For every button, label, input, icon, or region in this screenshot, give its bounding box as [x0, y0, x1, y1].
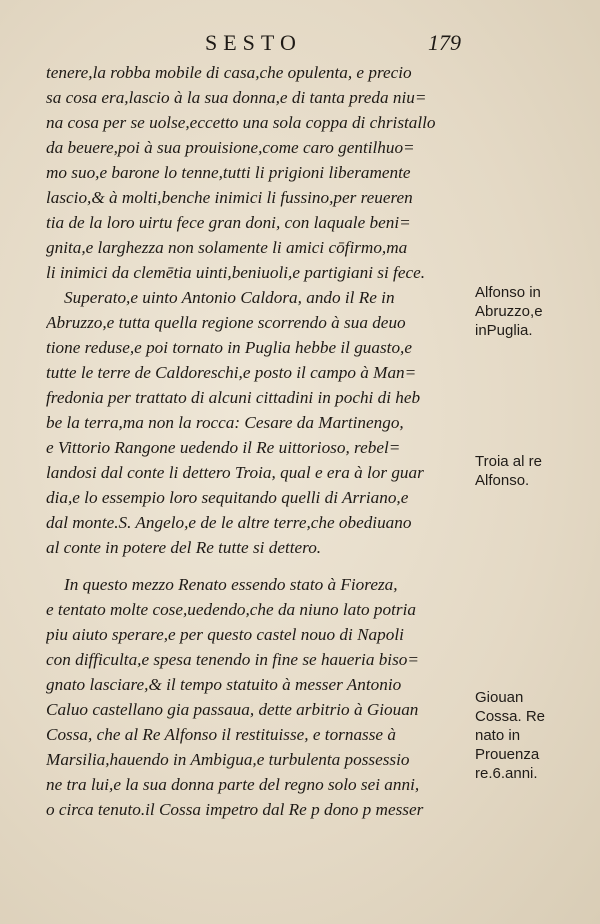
page-header [0, 30, 600, 60]
text-line: Abruzzo,e tutta quella regione scorrendo à sua deuo [46, 313, 406, 332]
text-line: piu aiuto sperare,e per questo castel nouo di Napoli [46, 625, 404, 644]
text-line: tutte le terre de Caldoreschi,e posto il campo à Man= [46, 363, 417, 382]
margin-note-cossa-renato [475, 688, 595, 783]
text-line: be la terra,ma non la rocca: Cesare da Martinengo, [46, 413, 404, 432]
text-line: Caluo castellano gia passaua, dette arbitrio à Giouan [46, 700, 419, 719]
margin-note-line: Prouenza [475, 746, 540, 763]
margin-note-line: re.6.anni. [475, 765, 538, 782]
text-line: tione reduse,e poi tornato in Puglia hebbe il guasto,e [46, 338, 412, 357]
text-line: ne tra lui,e la sua donna parte del regno solo sei anni, [46, 775, 420, 794]
margin-note-line: Alfonso in [475, 284, 541, 301]
margin-note-line: Alfonso. [475, 472, 530, 489]
text-line: lascio,& à molti,benche inimici li fussino,per reueren [46, 188, 413, 207]
text-line: fredonia per trattato di alcuni cittadini in pochi di heb [46, 388, 421, 407]
margin-note-line: inPuglia. [475, 322, 533, 339]
margin-note-line: Cossa. Re [475, 708, 546, 725]
body-text [46, 60, 466, 822]
text-line: e Vittorio Rangone uedendo il Re uittorioso, rebel= [46, 438, 401, 457]
text-line: gnita,e larghezza non solamente li amici cōfirmo,ma [46, 238, 408, 257]
running-head: SESTO [205, 30, 302, 55]
text-line: tenere,la robba mobile di casa,che opulenta, e precio [46, 63, 412, 82]
text-line: da beuere,poi à sua prouisione,come caro gentilhuo= [46, 138, 415, 157]
text-line: con difficulta,e spesa tenendo in fine se haueria biso= [46, 650, 419, 669]
text-line: In questo mezzo Renato essendo stato à Fioreza, [64, 575, 398, 594]
text-line: sa cosa era,lascio à la sua donna,e di tanta preda niu= [46, 88, 427, 107]
text-line: Cossa, che al Re Alfonso il restituisse, e tornasse à [46, 725, 396, 744]
text-line: mo suo,e barone lo tenne,tutti li prigioni liberamente [46, 163, 411, 182]
text-line: dal monte.S. Angelo,e de le altre terre,che obediuano [46, 513, 412, 532]
margin-note-line: Abruzzo,e [475, 303, 543, 320]
text-line: tia de la loro uirtu fece gran doni, con laquale beni= [46, 213, 411, 232]
text-line: li inimici da clemētia uinti,beniuoli,e partigiani si fece. [46, 263, 426, 282]
margin-note-line: Troia al re [475, 453, 542, 470]
text-line: na cosa per se uolse,eccetto una sola coppa di christallo [46, 113, 436, 132]
text-line: o circa tenuto.il Cossa impetro dal Re p dono p messer [46, 800, 424, 819]
text-line: landosi dal conte li dettero Troia, qual e era à lor guar [46, 463, 424, 482]
margin-note-alfonso-abruzzo [475, 283, 595, 340]
margin-note-troia [475, 452, 595, 490]
margin-note-line: Giouan [475, 689, 524, 706]
text-line: al conte in potere del Re tutte si dettero. [46, 538, 322, 557]
page-number: 179 [428, 30, 461, 55]
margin-note-line: nato in [475, 727, 521, 744]
text-line: e tentato molte cose,uedendo,che da niuno lato potria [46, 600, 416, 619]
text-line: gnato lasciare,& il tempo statuito à messer Antonio [46, 675, 402, 694]
text-line: Superato,e uinto Antonio Caldora, ando il Re in [64, 288, 395, 307]
text-line: dia,e lo essempio loro sequitando quelli di Arriano,e [46, 488, 409, 507]
text-line: Marsilia,hauendo in Ambigua,e turbulenta possessio [46, 750, 410, 769]
